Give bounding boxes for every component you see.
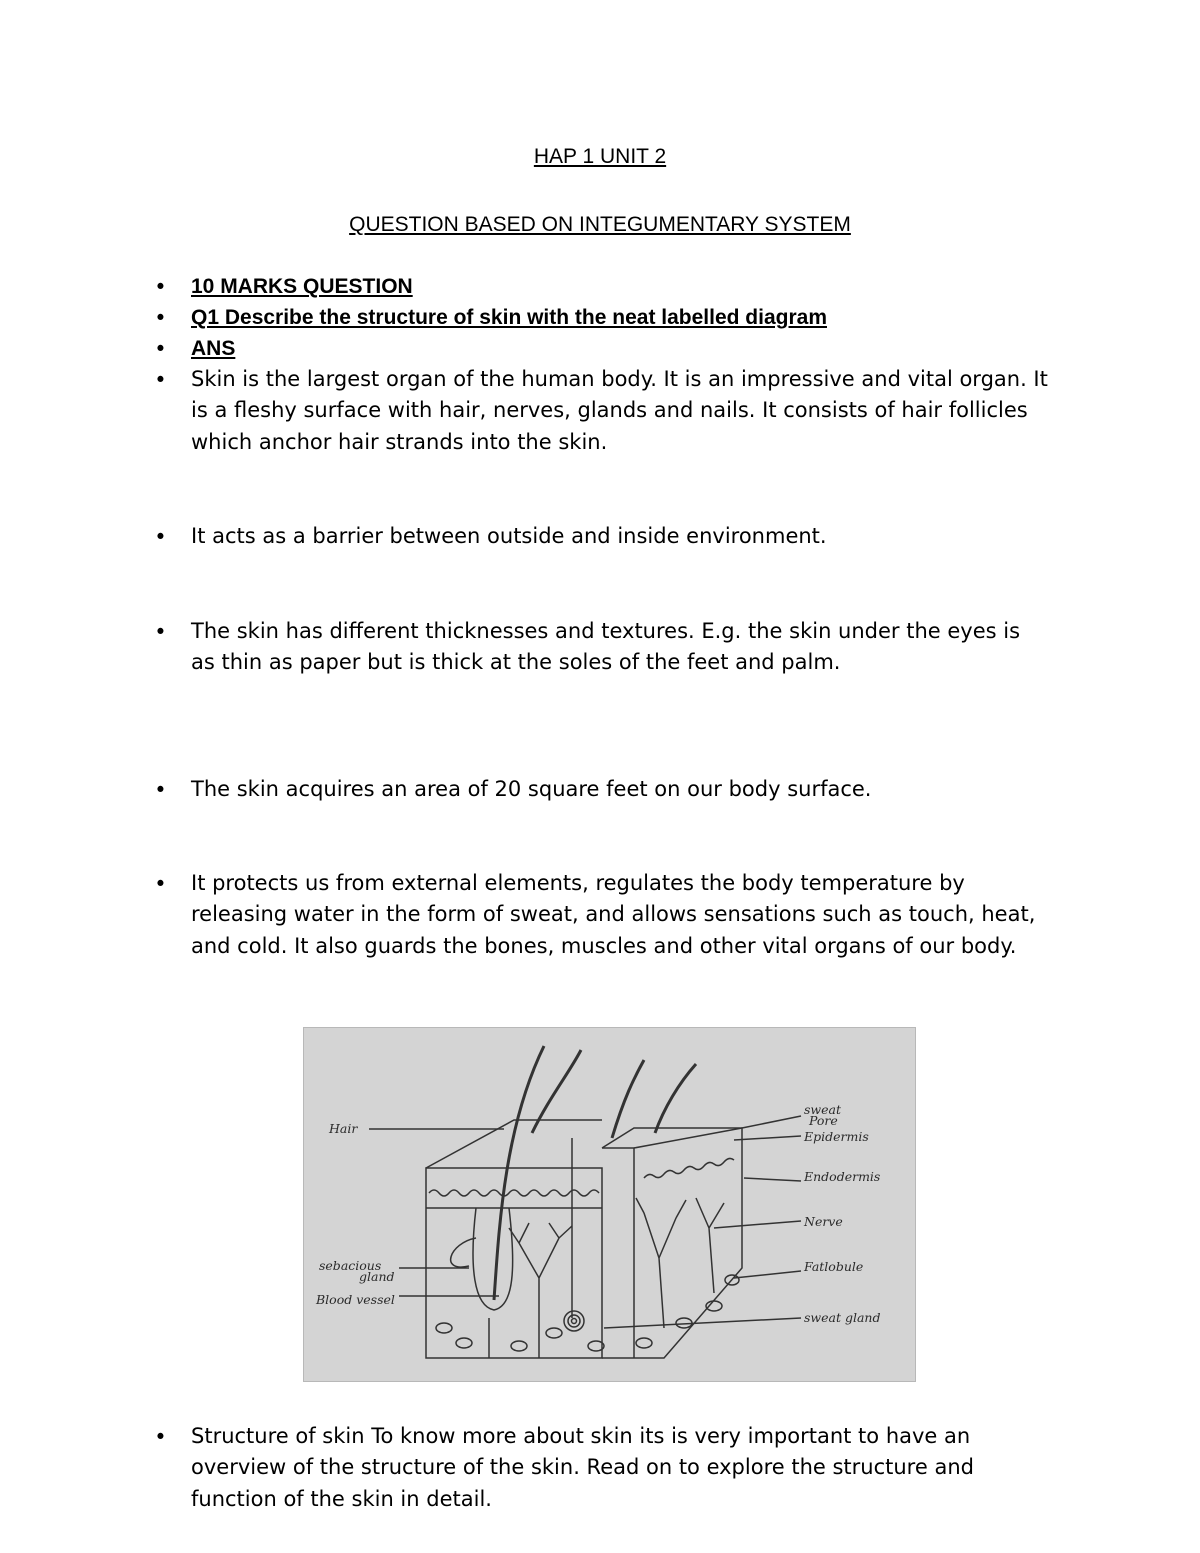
leader-line-epidermis <box>734 1136 801 1140</box>
bullet-marker: • <box>154 525 167 549</box>
epidermis-boundary <box>644 1158 734 1178</box>
sweat-gland-coil <box>564 1311 584 1331</box>
label-sebaceous-2: gland <box>359 1269 395 1284</box>
bullet-marker: • <box>154 337 167 361</box>
label-sebaceous: sebacious <box>319 1258 382 1273</box>
skin-block-top-edge <box>634 1128 742 1148</box>
bullet-marker: • <box>154 368 167 392</box>
leader-line-fat-lobule <box>734 1271 801 1278</box>
bullet-marker: • <box>154 620 167 644</box>
hair-follicle <box>473 1208 513 1310</box>
leader-line-sweat-pore <box>742 1116 801 1128</box>
epidermis-boundary <box>429 1190 599 1196</box>
hair-strand <box>494 1046 544 1300</box>
fat-lobule <box>456 1338 472 1348</box>
leader-line-nerve <box>714 1221 801 1228</box>
sweat-gland-coil <box>568 1315 580 1327</box>
label-epidermis: Epidermis <box>804 1129 869 1144</box>
paragraph-largest-organ: Skin is the largest organ of the human body. It is an impressive and vital organ. It is a fleshy surface with hair, nerves, glands and nails. It consists of hair follicles which anchor hair strands into the skin. <box>191 367 1048 454</box>
paragraph-protection: It protects us from external elements, regulates the body temperature by releasing water in the form of sweat, and allows sensations such as touch, heat, and cold. It also guards the bones, muscles and other vital organs of our body. <box>191 871 1036 958</box>
fat-lobule <box>636 1338 652 1348</box>
sweat-gland-coil <box>572 1319 577 1324</box>
bullet-marker: • <box>154 275 167 299</box>
label-endodermis: Endodermis <box>804 1169 881 1184</box>
nerve-branch <box>636 1198 686 1328</box>
label-hair: Hair <box>329 1121 358 1136</box>
marks-heading: 10 MARKS QUESTION <box>191 275 413 298</box>
bullet-marker: • <box>154 1425 167 1449</box>
skin-block-right <box>602 1128 742 1358</box>
label-sweat-pore-2: Pore <box>809 1113 838 1128</box>
label-nerve: Nerve <box>804 1214 843 1229</box>
label-sweat-gland: sweat gland <box>804 1310 881 1325</box>
answer-label: ANS <box>191 337 236 360</box>
fat-lobule <box>546 1328 562 1338</box>
fat-lobule <box>436 1323 452 1333</box>
skin-structure-diagram <box>303 1027 916 1382</box>
label-blood-vessel: Blood vessel <box>316 1292 395 1307</box>
paragraph-area: The skin acquires an area of 20 square feet on our body surface. <box>191 777 872 801</box>
bullet-marker: • <box>154 778 167 802</box>
page-title: HAP 1 UNIT 2 <box>533 145 667 168</box>
leader-line-endodermis <box>744 1178 801 1181</box>
paragraph-thickness: The skin has different thicknesses and textures. E.g. the skin under the eyes is as thin as paper but is thick at the soles of the feet and palm. <box>191 619 1021 675</box>
skin-block-top-left <box>426 1120 602 1168</box>
paragraph-barrier: It acts as a barrier between outside and inside environment. <box>191 524 827 548</box>
question-text: Q1 Describe the structure of skin with the neat labelled diagram <box>191 306 827 329</box>
label-fat-lobule: Fatlobule <box>804 1259 864 1274</box>
bullet-marker: • <box>154 872 167 896</box>
hair-strand <box>655 1064 696 1133</box>
label-sweat-pore: sweat <box>804 1102 841 1117</box>
bullet-marker: • <box>154 306 167 330</box>
fat-lobule <box>511 1341 527 1351</box>
paragraph-overview: Structure of skin To know more about skin its is very important to have an overview of the structure of the skin. Read on to explore the structure and function of the skin in detail. <box>191 1424 974 1511</box>
blood-vessel-branch <box>509 1223 572 1358</box>
nerve-branch <box>696 1198 724 1293</box>
skin-diagram-svg <box>304 1028 915 1381</box>
page-subtitle: QUESTION BASED ON INTEGUMENTARY SYSTEM <box>349 213 851 236</box>
hair-strand <box>612 1060 644 1138</box>
